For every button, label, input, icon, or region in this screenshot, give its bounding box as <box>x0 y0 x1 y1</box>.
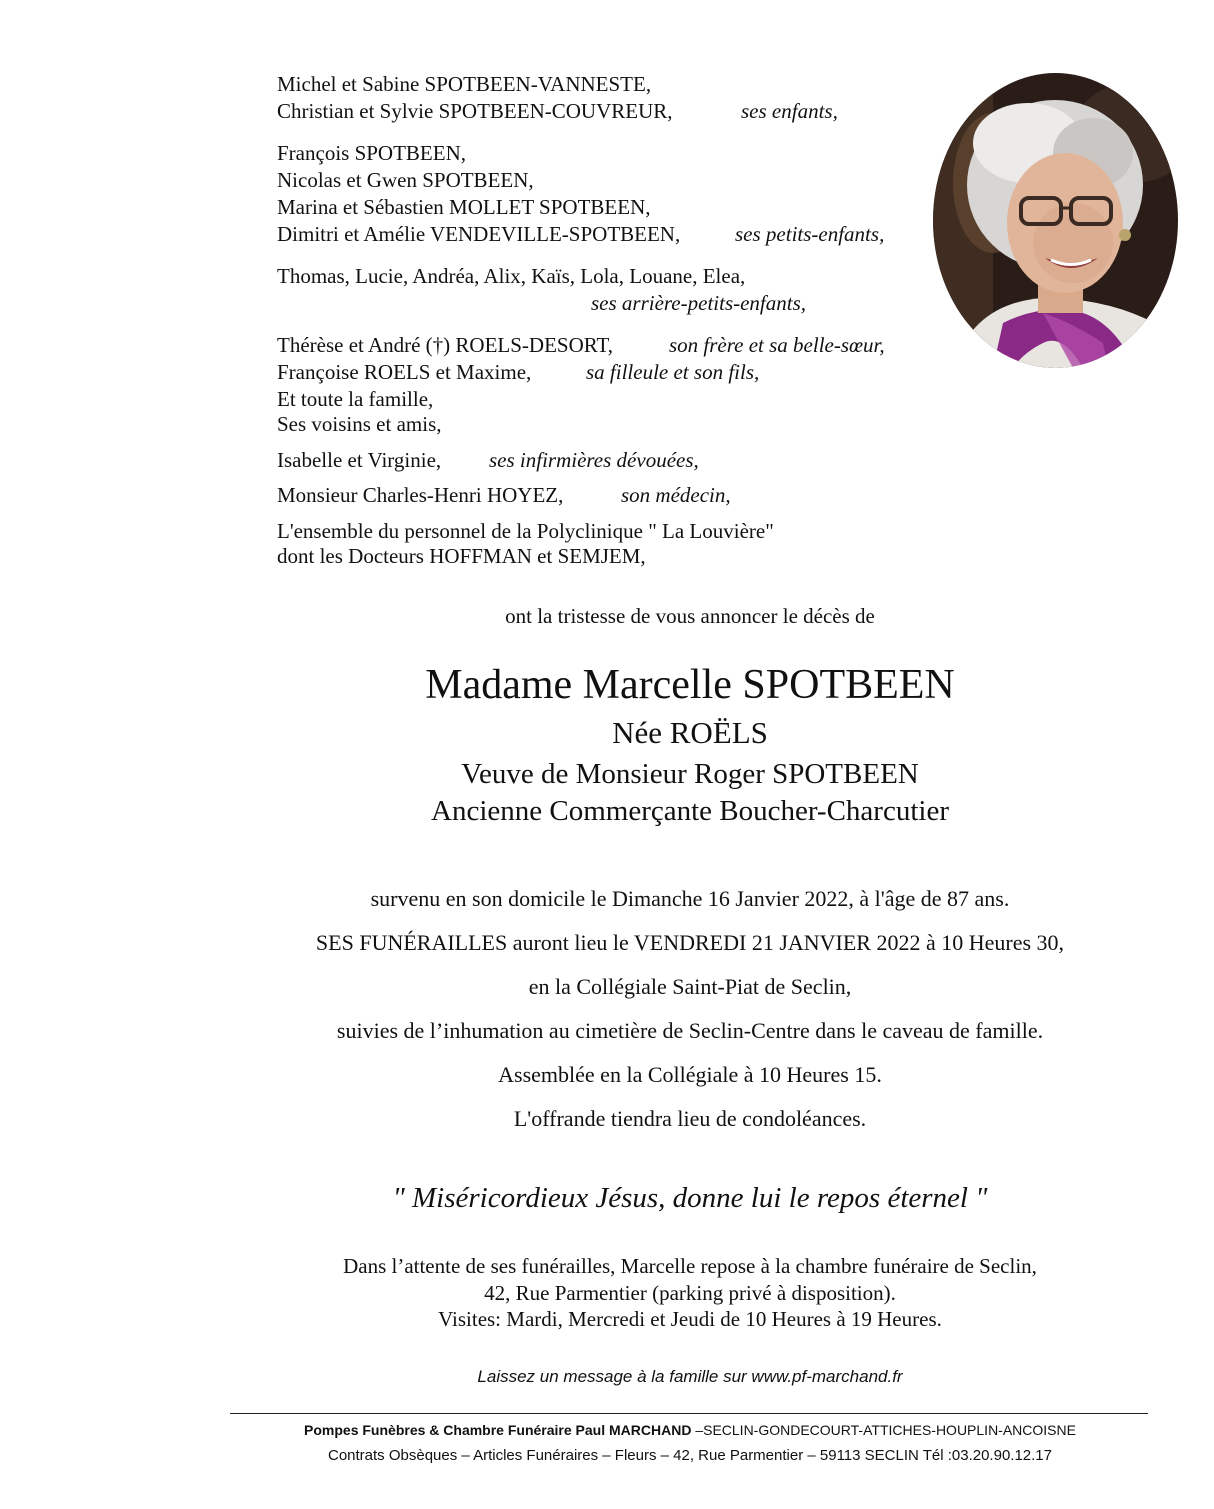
company-towns: –SECLIN-GONDECOURT-ATTICHES-HOUPLIN-ANCOISNE <box>691 1422 1076 1438</box>
quote: " Miséricordieux Jésus, donne lui le repos éternel " <box>392 1182 988 1214</box>
company-name: Pompes Funèbres & Chambre Funéraire Paul MARCHAND <box>304 1422 692 1438</box>
sibling-1: Thérèse et André (†) ROELS-DESORT, <box>277 333 614 357</box>
clinic-line-1: L'ensemble du personnel de la Polyclinique " La Louvière" <box>277 519 774 543</box>
funeral-date: SES FUNÉRAILLES auront lieu le VENDREDI 21 JANVIER 2022 à 10 Heures 30, <box>315 930 1065 955</box>
grandchild-4: Dimitri et Amélie VENDEVILLE-SPOTBEEN, <box>277 222 681 246</box>
portrait-photo <box>933 73 1178 368</box>
announcement: ont la tristesse de vous annoncer le décès de <box>505 604 875 628</box>
widow-of: Veuve de Monsieur Roger SPOTBEEN <box>461 758 919 790</box>
nurses-relation: ses infirmières dévouées, <box>489 448 699 472</box>
footer-services: Contrats Obsèques – Articles Funéraires – Fleurs – 42, Rue Parmentier – 59113 SECLIN Tél :03.20.90.12.17 <box>327 1447 1052 1464</box>
great-grandchildren: Thomas, Lucie, Andréa, Alix, Kaïs, Lola, Louane, Elea, <box>277 264 746 288</box>
doctor-relation: son médecin, <box>621 483 731 507</box>
grandchild-2: Nicolas et Gwen SPOTBEEN, <box>277 168 534 192</box>
sibling-relation: son frère et sa belle-sœur, <box>669 333 885 357</box>
visits: Visites: Mardi, Mercredi et Jeudi de 10 Heures à 19 Heures. <box>438 1307 942 1331</box>
grandchild-3: Marina et Sébastien MOLLET SPOTBEEN, <box>277 195 651 219</box>
whole-family: Et toute la famille, <box>277 387 434 411</box>
profession: Ancienne Commerçante Boucher-Charcutier <box>431 795 949 827</box>
repose-line-1: Dans l’attente de ses funérailles, Marcelle repose à la chambre funéraire de Seclin, <box>343 1254 1037 1278</box>
portrait-illustration <box>933 73 1178 368</box>
footer-divider <box>230 1413 1148 1414</box>
doctor: Monsieur Charles-Henri HOYEZ, <box>277 483 564 507</box>
great-grandchildren-relation: ses arrière-petits-enfants, <box>591 291 807 315</box>
offering: L'offrande tiendra lieu de condoléances. <box>513 1106 867 1131</box>
grandchildren-relation: ses petits-enfants, <box>735 222 885 246</box>
goddaughter: Françoise ROELS et Maxime, <box>277 360 532 384</box>
clinic-line-2: dont les Docteurs HOFFMAN et SEMJEM, <box>277 544 646 568</box>
maiden-name: Née ROËLS <box>612 715 768 750</box>
children-relation: ses enfants, <box>741 99 838 123</box>
death-details: survenu en son domicile le Dimanche 16 Janvier 2022, à l'âge de 87 ans. <box>370 886 1010 911</box>
burial: suivies de l’inhumation au cimetière de Seclin-Centre dans le caveau de famille. <box>336 1018 1044 1043</box>
goddaughter-relation: sa filleule et son fils, <box>586 360 760 384</box>
child-1: Michel et Sabine SPOTBEEN-VANNESTE, <box>277 72 652 96</box>
nurses: Isabelle et Virginie, <box>277 448 442 472</box>
child-2: Christian et Sylvie SPOTBEEN-COUVREUR, <box>277 99 673 123</box>
deceased-name: Madame Marcelle SPOTBEEN <box>425 662 955 708</box>
neighbours-friends: Ses voisins et amis, <box>277 412 442 436</box>
grandchild-1: François SPOTBEEN, <box>277 141 466 165</box>
message-link[interactable]: Laissez un message à la famille sur www.pf-marchand.fr <box>477 1367 903 1386</box>
assembly: Assemblée en la Collégiale à 10 Heures 15. <box>498 1062 882 1087</box>
funeral-location: en la Collégiale Saint-Piat de Seclin, <box>528 974 852 999</box>
repose-line-2: 42, Rue Parmentier (parking privé à disposition). <box>484 1281 896 1305</box>
footer-line-1 <box>180 1420 1200 1440</box>
